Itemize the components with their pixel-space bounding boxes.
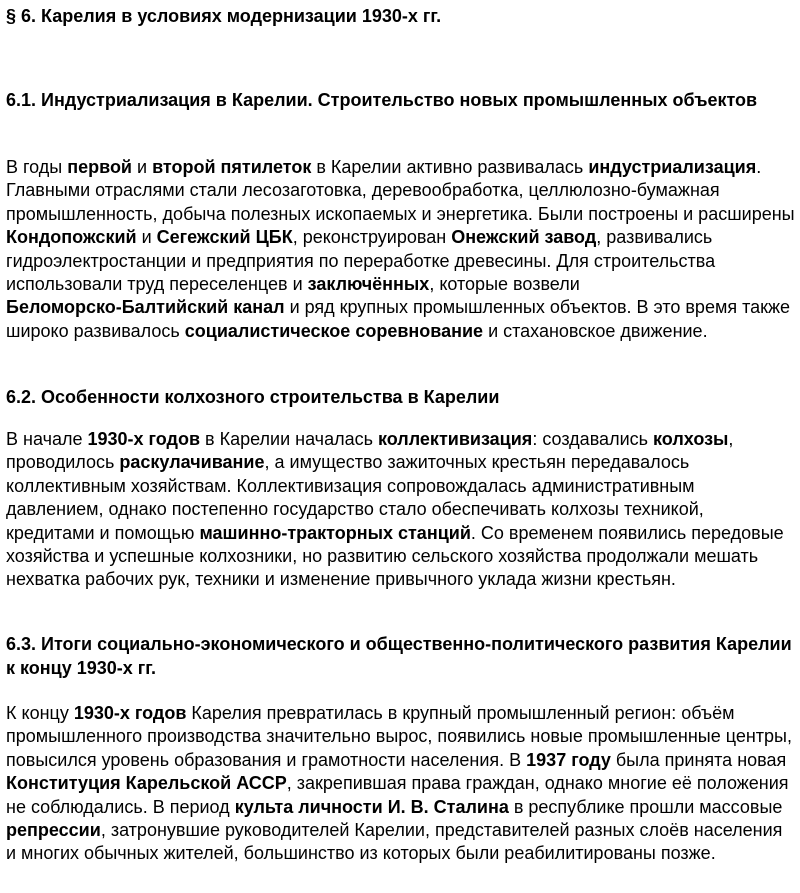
term-kondopoga: Кондопожский — [6, 227, 137, 248]
term-1930s: 1930-х годов — [87, 429, 201, 449]
text-run: в Карелии активно развивалась — [311, 157, 589, 177]
term-white-sea-canal: Беломорско-Балтийский канал — [6, 297, 285, 318]
text-run: К концу — [6, 703, 74, 723]
chapter-title: § 6. Карелия в условиях модернизации 1930-х гг. — [6, 6, 442, 26]
term-machine-tractor-stations: машинно-тракторных станций — [199, 522, 471, 543]
text-run: , развивались гидроэлектростанции и предприятия по переработке древесины. Для строительства использовали труд переселенцев и — [6, 227, 716, 295]
text-run: и ряд крупных промышленных объектов. В это время также широко развивалось — [6, 297, 791, 341]
term-industrialization: индустриализация — [588, 157, 757, 177]
section-paragraph-6-1 — [6, 156, 796, 343]
text-run: в республике прошли массовые — [508, 796, 783, 817]
section-heading-6-2: 6.2. Особенности колхозного строительства в Карелии — [6, 387, 500, 407]
text-run: была принята новая — [610, 749, 787, 770]
section-paragraph-6-2 — [6, 428, 796, 592]
term-segezha-pulp-mill: Сегежский ЦБК — [156, 227, 293, 248]
term-stalin-cult: культа личности И. В. Сталина — [234, 796, 509, 817]
term-dekulakization: раскулачивание — [119, 452, 265, 473]
term-onega-plant: Онежский завод — [451, 227, 597, 248]
text-run: , реконструирован — [292, 227, 452, 248]
text-run: , проводилось — [6, 429, 734, 473]
text-run: , а имущество зажиточных крестьян передавалось коллективным хозяйствам. Коллективизация сопровождалась административным давлением, однако постепенно государство стало обеспечивать колхозы техникой, кредитами и помощью — [6, 452, 704, 543]
text-run: Карелия превратилась в крупный промышленный регион: объём промышленного производства значительно вырос, появились новые промышленные центры, повысился уровень образования и грамотности населения. В — [6, 703, 792, 770]
text-run: . Со временем появились передовые хозяйства и успешные колхозники, но развитию сельского хозяйства продолжали мешать нехватка рабочих рук, техники и изменение привычного уклада жизни крестьян. — [6, 522, 784, 590]
term-repressions: репрессии — [6, 820, 101, 841]
text-run: в Карелии началась — [200, 429, 378, 449]
term-kolkhozes: колхозы — [653, 429, 729, 449]
text-run: и — [136, 227, 157, 248]
term-first: первой — [67, 157, 133, 177]
section-heading-6-1: 6.1. Индустриализация в Карелии. Строительство новых промышленных объектов — [6, 90, 758, 110]
text-run: и стахановское движение. — [483, 320, 708, 341]
text-run: и — [132, 157, 153, 177]
text-run: : создавались — [532, 429, 654, 449]
text-run: , которые возвели — [429, 274, 580, 295]
term-1930s: 1930-х годов — [73, 703, 187, 723]
term-karelian-assr-constitution: Конституция Карельской АССР — [6, 773, 287, 794]
term-socialist-competition: социалистическое соревнование — [184, 320, 484, 341]
text-run: , закрепившая права граждан, однако многие её положения не соблюдались. В период — [6, 773, 789, 817]
section-heading-6-3: 6.3. Итоги социально-экономического и общественно-политического развития Карелии к концу 1930-х гг. — [6, 634, 792, 678]
term-second-five-year-plan: второй пятилеток — [152, 157, 312, 177]
term-1937: 1937 году — [526, 749, 611, 770]
term-collectivization: коллективизация — [377, 429, 533, 449]
text-run: В начале — [6, 429, 88, 449]
text-run: В годы — [6, 157, 68, 177]
text-run: , затронувшие руководителей Карелии, представителей разных слоёв населения и многих обычных жителей, большинство из которых были реабилитированы позже. — [6, 820, 783, 864]
text-run: . Главными отраслями стали лесозаготовка, деревообработка, целлюлозно-бумажная промышленность, добыча полезных ископаемых и энергетика. Были построены и расширены — [6, 157, 795, 224]
section-paragraph-6-3 — [6, 702, 796, 866]
term-prisoners: заключённых — [307, 274, 430, 295]
